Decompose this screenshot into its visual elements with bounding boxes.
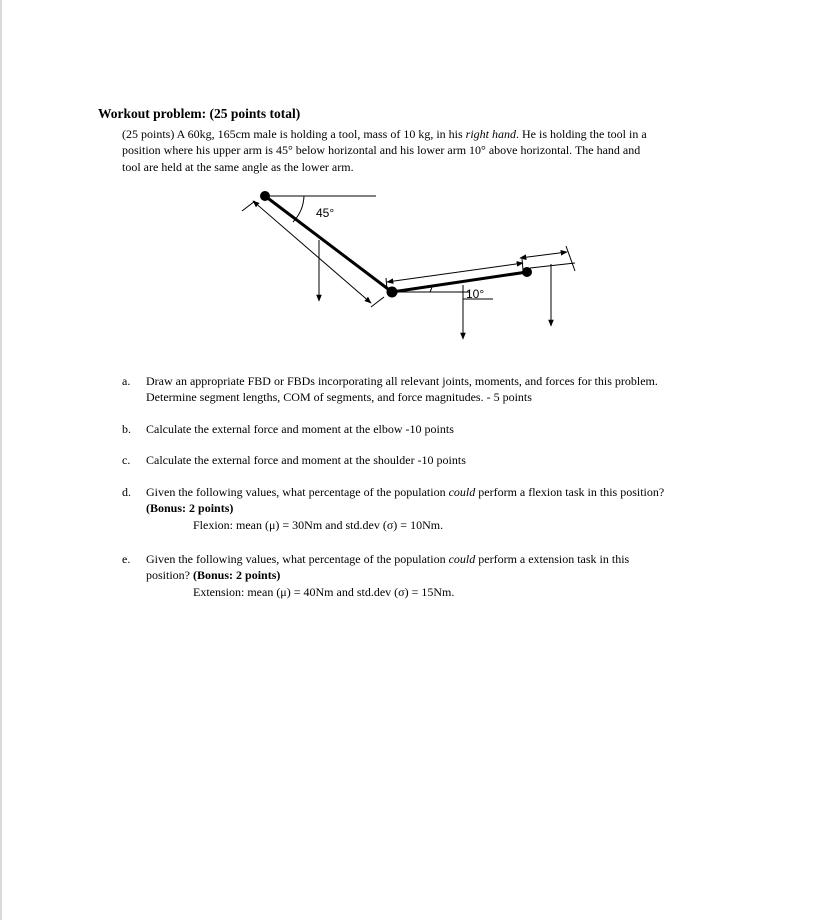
shoulder-joint — [260, 191, 270, 201]
question-bonus: (Bonus: 2 points) — [146, 501, 234, 516]
question-letter: d. — [122, 485, 131, 499]
intro-line: (25 points) A 60kg, 165cm male is holding a tool, mass of 10 kg, in his right hand. He is holding the tool in a — [122, 127, 647, 141]
question-values: Extension: mean (μ) = 40Nm and std.dev (σ) = 15Nm. — [193, 584, 455, 599]
question-letter: b. — [122, 422, 131, 436]
question-text: Determine segment lengths, COM of segments, and force magnitudes. - 5 points — [146, 390, 532, 405]
question-letter: c. — [122, 453, 131, 467]
upper-arm-length-dimension — [242, 201, 384, 307]
question-text: Given the following values, what percentage of the population could perform a extension task in this — [146, 552, 630, 566]
angle-label-10: 10° — [466, 287, 485, 301]
hand-joint — [522, 267, 532, 277]
intro-line: tool are held at the same angle as the lower arm. — [122, 159, 354, 174]
question-text: Calculate the external force and moment at the shoulder -10 points — [146, 453, 466, 467]
question-letter: e. — [122, 552, 131, 566]
problem-title: Workout problem: (25 points total) — [98, 106, 301, 121]
question-text: Given the following values, what percentage of the population could perform a flexion task in this position? — [146, 485, 665, 499]
question-text: Calculate the external force and moment at the elbow -10 points — [146, 422, 454, 436]
angle-label-45: 45° — [316, 206, 335, 220]
question-values: Flexion: mean (μ) = 30Nm and std.dev (σ) = 10Nm. — [193, 517, 444, 532]
forearm-segment — [392, 272, 527, 292]
question-letter: a. — [122, 374, 131, 388]
intro-line: position where his upper arm is 45° below horizontal and his lower arm 10° above horizontal. The hand and — [122, 143, 641, 158]
question-text: Draw an appropriate FBD or FBDs incorporating all relevant joints, moments, and forces for this problem. — [146, 374, 658, 388]
question-bonus: position? (Bonus: 2 points) — [146, 568, 281, 583]
